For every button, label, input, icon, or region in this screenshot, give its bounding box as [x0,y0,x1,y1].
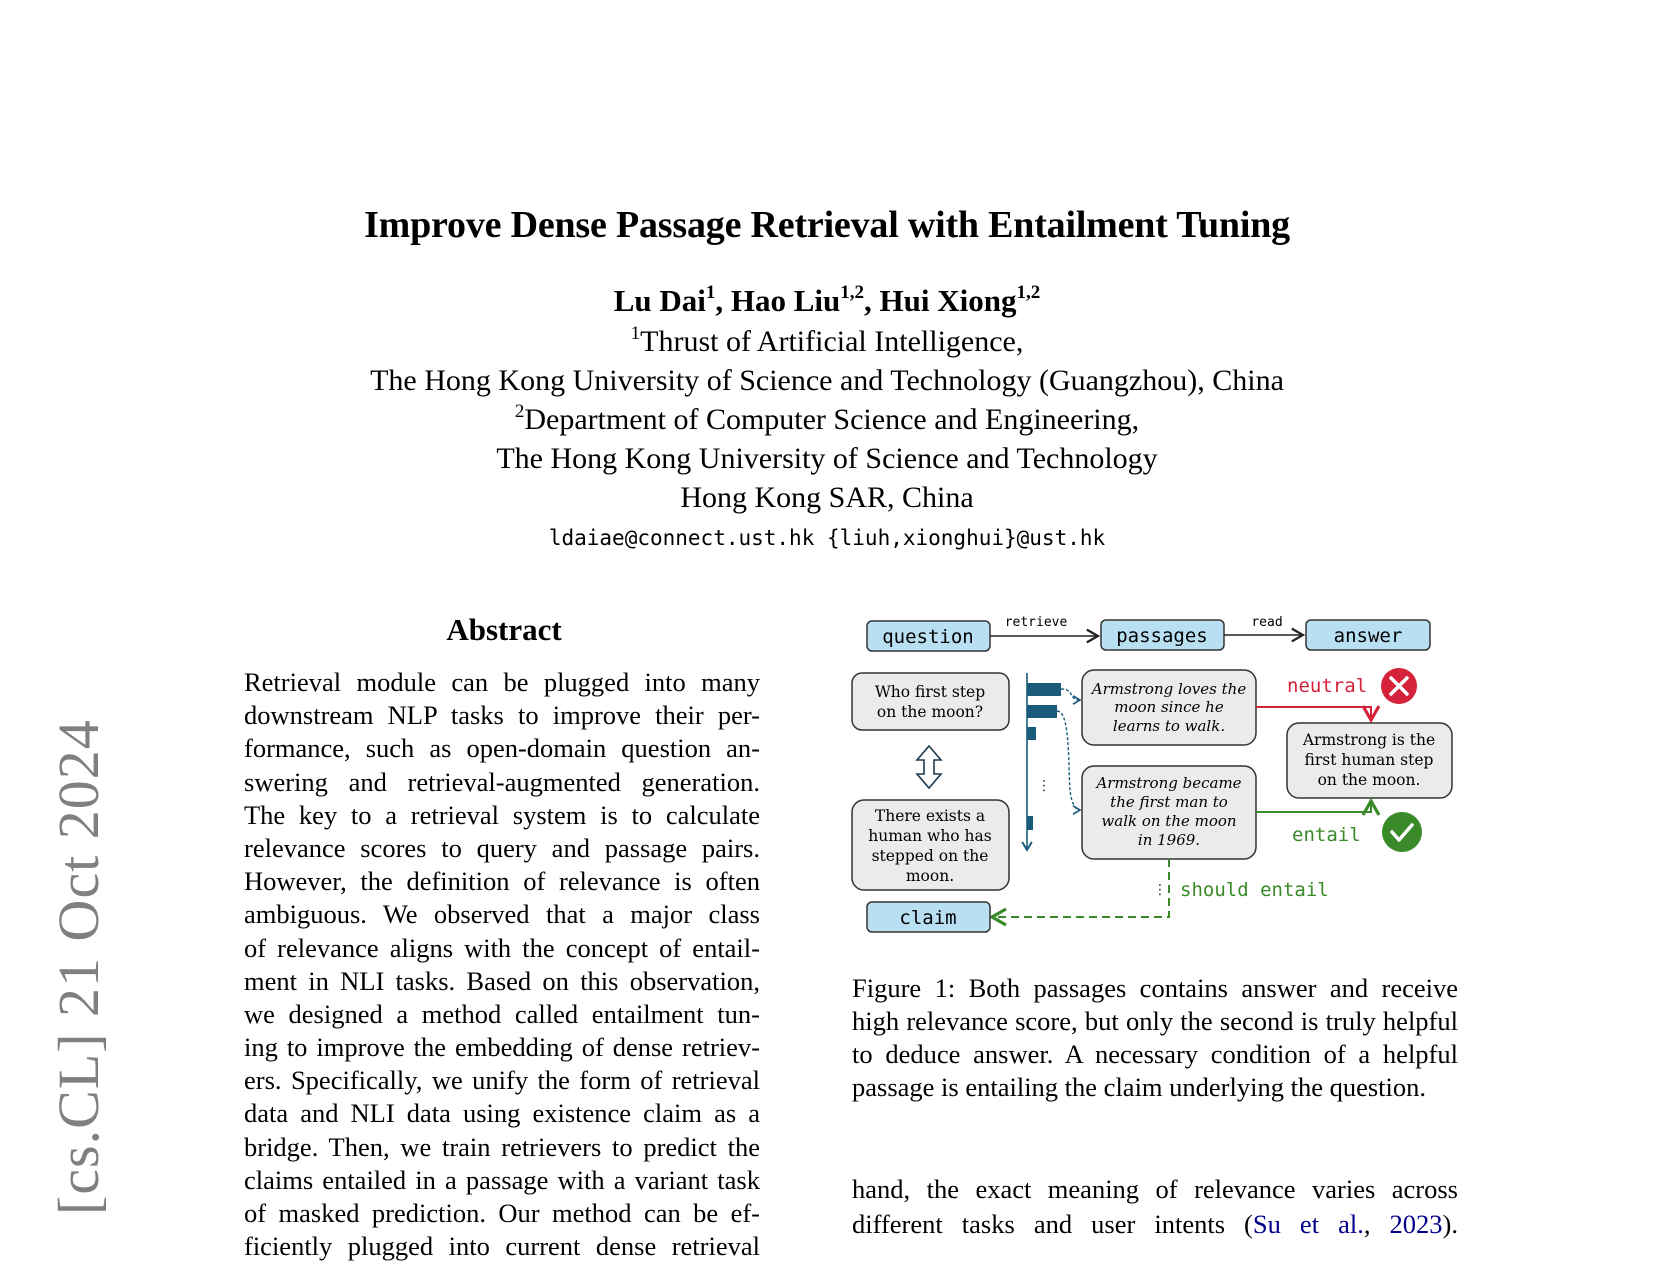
svg-text:Armstrong became: Armstrong became [1096,774,1242,792]
passage-box-neutral [1082,670,1256,745]
abstract-line: ing to improve the embedding of dense retriev- [244,1032,760,1063]
abstract-line: Retrieval module can be plugged into many [244,667,760,697]
abstract-line: bridge. Then, we train retrievers to predict the [244,1131,760,1162]
node-label: question [882,626,974,648]
intro-body-text [852,1172,1458,1242]
svg-text:Armstrong loves the: Armstrong loves the [1091,680,1247,698]
svg-text:moon.: moon. [905,867,955,885]
node-label: passages [1116,625,1208,647]
affiliation-marker: 1 [630,323,641,344]
svg-text:moon since he: moon since he [1114,698,1224,716]
svg-text:first human step: first human step [1304,751,1434,769]
pipeline-node-passages [1101,620,1224,650]
author-affiliation: 1 [705,282,716,303]
entail-arrow [1256,801,1371,812]
affiliation-line: The Hong Kong University of Science and Technology (Guangzhou), China [370,364,1284,397]
citation-link-year[interactable]: 2023 [1389,1209,1443,1239]
svg-text:stepped on the: stepped on the [871,847,989,865]
caption-line: to deduce answer. A necessary condition of a helpful [852,1039,1458,1069]
abstract-line: formance, such as open-domain question an- [244,733,760,764]
abstract-heading: Abstract [446,612,562,647]
abstract-line: ambiguous. We observed that a major class [244,899,760,930]
neutral-label: neutral [1287,675,1368,697]
claim-box [852,800,1009,890]
entail-label: entail [1292,824,1361,846]
svg-text:on the moon.: on the moon. [1317,771,1421,789]
abstract-line: However, the definition of relevance is often [244,866,760,897]
passage-box-entail [1082,766,1256,859]
abstract-line: claims entailed in a passage with a variant task [244,1164,760,1195]
affiliation-marker: 2 [514,401,525,422]
author-name: Lu Dai [613,283,706,318]
pipeline-node-question [867,621,990,651]
check-icon [1382,812,1422,852]
abstract-line: we designed a method called entailment tun- [244,998,760,1029]
pipeline-node-answer [1306,620,1430,650]
abstract-line: of relevance aligns with the concept of entail- [244,932,760,963]
abstract-line: ficiently plugged into current dense retrieval [244,1231,760,1262]
node-label: answer [1333,625,1403,647]
svg-text:There exists a: There exists a [874,807,986,825]
svg-text:on the moon?: on the moon? [876,703,984,721]
affiliation-text: Department of Computer Science and Engineering, [524,403,1140,436]
affiliation-text: Thrust of Artificial Intelligence, [640,325,1024,358]
svg-text:the first man to: the first man to [1110,793,1228,811]
abstract-line: of masked prediction. Our method can be ef- [244,1198,760,1228]
abstract-line: ers. Specifically, we unify the form of retrieval [244,1065,760,1096]
author-emails[interactable]: ldaiae@connect.ust.hk {liuh,xionghui}@ust.hk [548,526,1106,550]
svg-text:Who first step: Who first step [874,683,986,701]
caption-line: Figure 1: Both passages contains answer and receive [852,973,1458,1003]
author-affiliation: 1,2 [1016,282,1041,303]
svg-text:⋮: ⋮ [1037,778,1051,794]
abstract-line: ment in NLI tasks. Based on this observation, [244,965,760,996]
affiliation-line [0,400,1654,439]
node-label: claim [899,907,957,929]
affiliation-line [0,322,1654,361]
abstract-line: data and NLI data using existence claim as a [244,1098,760,1129]
body-line: hand, the exact meaning of relevance varies across [852,1174,1458,1204]
abstract-body [244,666,760,1263]
abstract-line: swering and retrieval-augmented generation. [244,766,760,797]
neutral-arrow [1256,707,1371,720]
should-entail-arrow [992,859,1169,917]
svg-text:Armstrong is the: Armstrong is the [1302,731,1436,749]
caption-line: high relevance score, but only the second is truly helpful [852,1006,1458,1036]
body-line: different tasks and user intents (Su et al., 2023). [852,1209,1458,1239]
edge-label-read: read [1251,615,1283,630]
abstract-line: The key to a retrieval system is to calculate [244,799,760,830]
abstract-line: downstream NLP tasks to improve their per- [244,700,760,731]
should-entail-label: should entail [1180,879,1329,901]
affiliation-line: Hong Kong SAR, China [680,481,974,514]
author-affiliation: 1,2 [840,282,865,303]
caption-line: passage is entailing the claim underlying the question. [852,1072,1427,1102]
svg-text:walk on the moon: walk on the moon [1101,812,1237,830]
double-arrow-icon [917,746,941,788]
abstract-line: relevance scores to query and passage pairs. [244,832,760,863]
cross-icon [1381,668,1417,704]
answer-claim-box [1287,723,1452,798]
paper-title: Improve Dense Passage Retrieval with Entailment Tuning [364,204,1290,246]
relevance-score-bars [1027,673,1080,850]
author-name: Hao Liu [730,283,841,318]
edge-label-retrieve: retrieve [1004,615,1068,630]
svg-text:human who has: human who has [868,827,992,845]
author-list: Lu Dai$^1$, Hao Liu$^{1,2}$, Hui Xiong$^{1,2}$ [613,282,1041,318]
figure-caption [852,972,1458,1104]
figure-1-diagram [850,610,1470,950]
author-name: Hui Xiong [879,283,1017,318]
citation-link-author[interactable]: Su et al. [1252,1209,1364,1239]
svg-text:⋮: ⋮ [1153,882,1167,898]
query-box [852,673,1009,730]
svg-text:learns to walk.: learns to walk. [1112,717,1226,735]
arxiv-stamp: [cs.CL] 21 Oct 2024 [46,719,111,1215]
affiliation-line: The Hong Kong University of Science and Technology [496,442,1158,475]
svg-text:in 1969.: in 1969. [1137,831,1201,849]
pipeline-node-claim [867,902,990,932]
